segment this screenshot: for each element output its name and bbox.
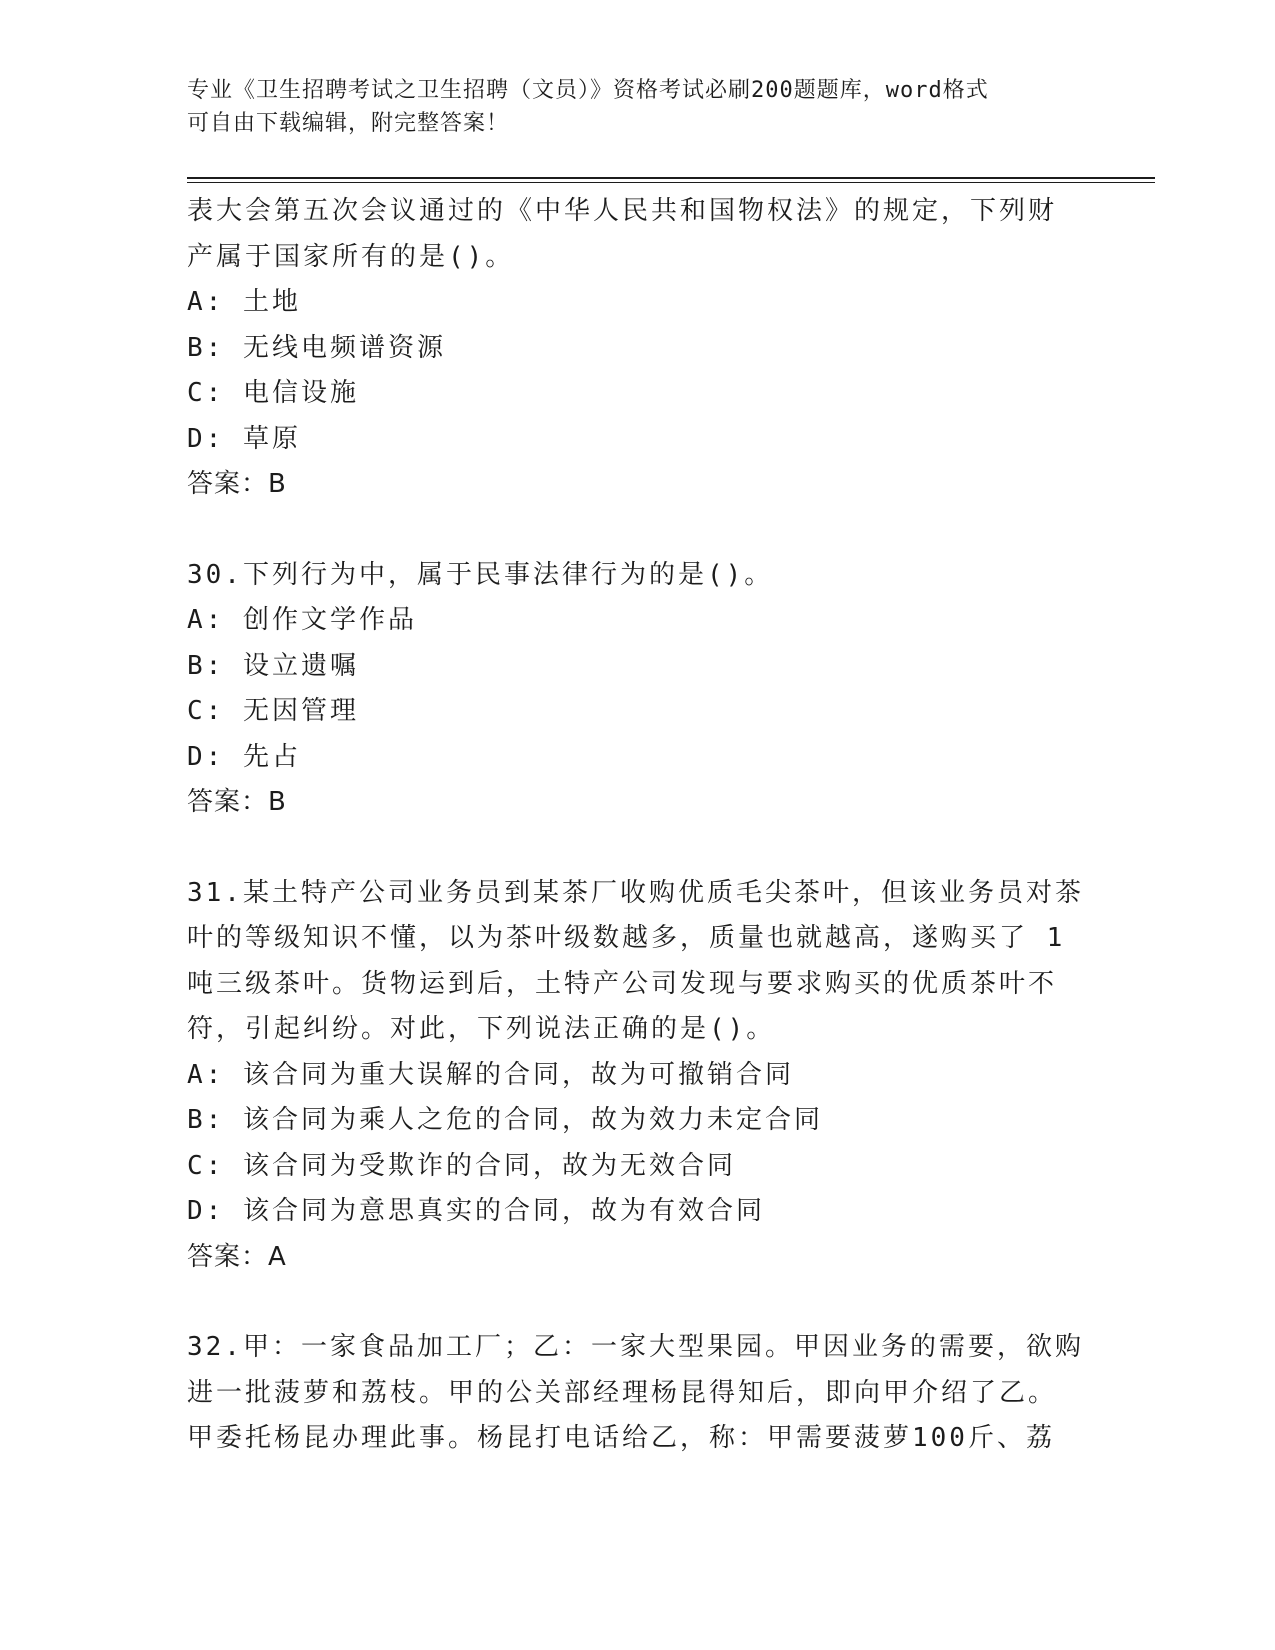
question-list [187, 189, 1087, 1462]
answer-line: 答案：A [187, 1241, 287, 1272]
option-a: A: 创作文学作品 [187, 605, 417, 635]
question-stem-line: 产属于国家所有的是()。 [187, 241, 515, 272]
question-stem-line: 表大会第五次会议通过的《中华人民共和国物权法》的规定，下列财 [187, 196, 1058, 226]
header-divider-thick [187, 177, 1155, 179]
option-b: B: 该合同为乘人之危的合同，故为效力未定合同 [187, 1105, 823, 1135]
question-29 [187, 189, 1087, 508]
question-30 [187, 553, 1087, 826]
question-stem-line: 符，引起纠纷。对此，下列说法正确的是()。 [187, 1014, 776, 1044]
header-line-2: 可自由下载编辑，附完整答案！ [187, 111, 510, 136]
question-stem-line: 吨三级茶叶。货物运到后，土特产公司发现与要求购买的优质茶叶不 [187, 968, 1058, 999]
question-stem-line: 进一批菠萝和荔枝。甲的公关部经理杨昆得知后，即向甲介绍了乙。 [187, 1377, 1058, 1408]
option-c: C: 该合同为受欺诈的合同，故为无效合同 [187, 1150, 736, 1181]
question-stem-line: 31.某土特产公司业务员到某茶厂收购优质毛尖茶叶，但该业务员对茶 [187, 877, 1084, 908]
spacer [187, 826, 1087, 871]
question-32 [187, 1325, 1087, 1462]
question-31 [187, 871, 1087, 1281]
option-b: B: 无线电频谱资源 [187, 332, 446, 363]
option-d: D: 该合同为意思真实的合同，故为有效合同 [187, 1196, 765, 1226]
option-d: D: 草原 [187, 423, 301, 454]
option-b: B: 设立遗嘱 [187, 650, 359, 681]
option-a: A: 该合同为重大误解的合同，故为可撤销合同 [187, 1059, 794, 1090]
question-stem-line: 甲委托杨昆办理此事。杨昆打电话给乙，称：甲需要菠萝100斤、荔 [187, 1423, 1055, 1453]
spacer [187, 508, 1087, 553]
question-stem-line: 叶的等级知识不懂，以为茶叶级数越多，质量也就越高，遂购买了 1 [187, 923, 1066, 953]
question-stem-line: 30.下列行为中，属于民事法律行为的是()。 [187, 559, 774, 590]
spacer [187, 1280, 1087, 1325]
option-a: A: 土地 [187, 287, 301, 317]
option-d: D: 先占 [187, 741, 301, 772]
document-header [187, 74, 1087, 140]
option-c: C: 无因管理 [187, 696, 359, 726]
header-line-1: 专业《卫生招聘考试之卫生招聘（文员）》资格考试必刷200题题库，word格式 [187, 78, 989, 103]
answer-line: 答案：B [187, 787, 287, 817]
option-c: C: 电信设施 [187, 378, 359, 408]
header-divider-thin [187, 182, 1155, 183]
question-stem-line: 32.甲：一家食品加工厂；乙：一家大型果园。甲因业务的需要，欲购 [187, 1332, 1084, 1362]
answer-line: 答案：B [187, 469, 287, 499]
